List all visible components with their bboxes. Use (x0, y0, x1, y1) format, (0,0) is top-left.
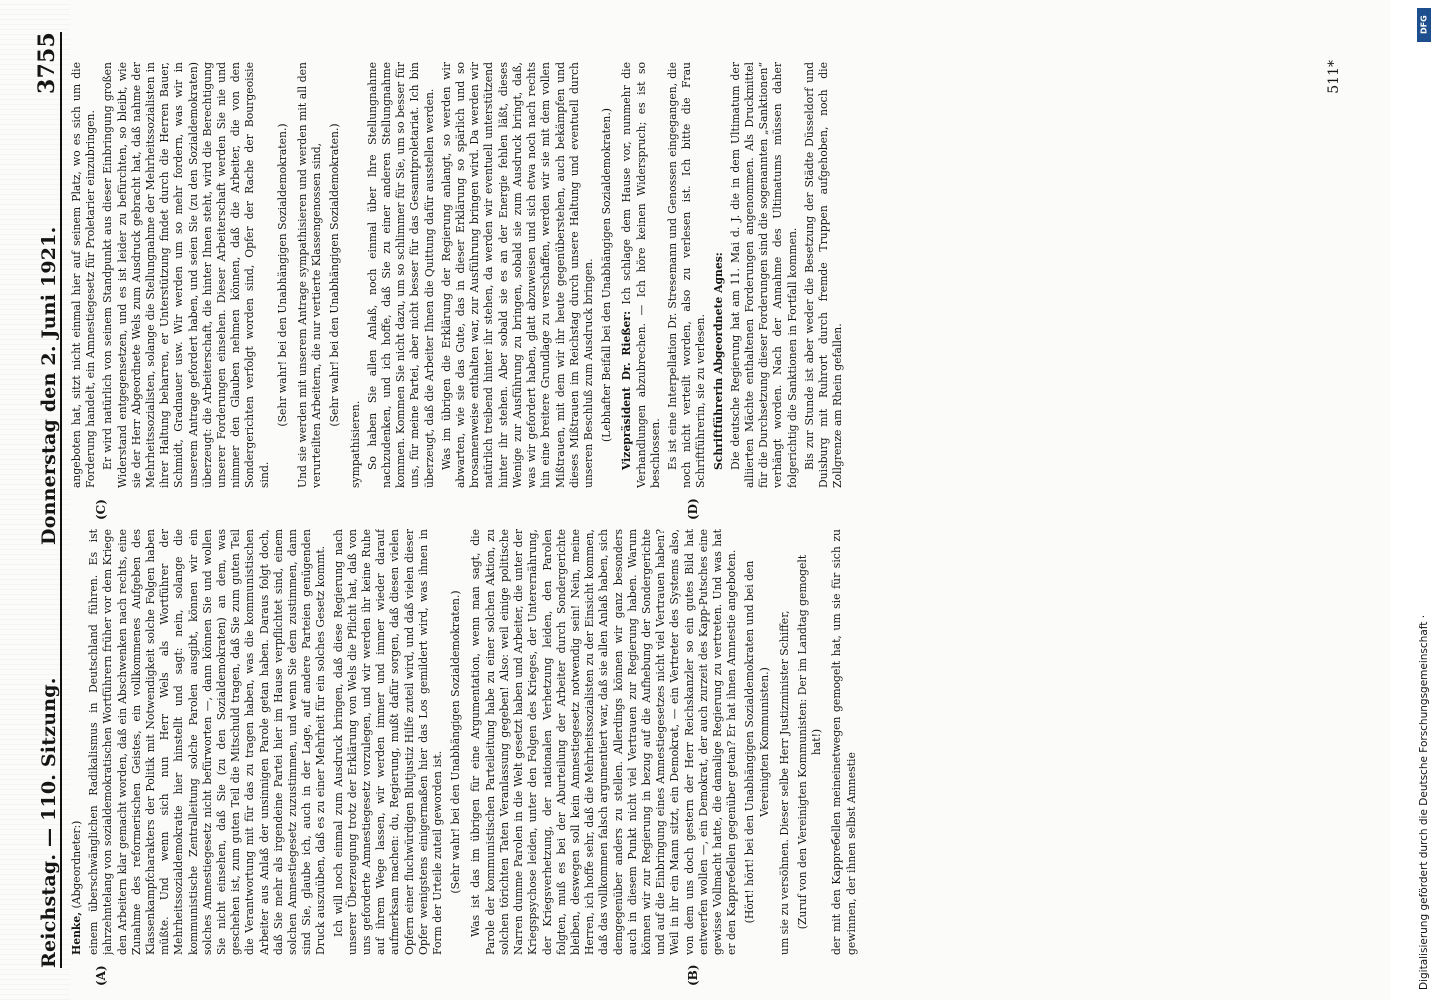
speaker-name: Vizepräsident Dr. Rießer: (620, 310, 634, 470)
left-column (70, 529, 1320, 955)
speaker-name: Schriftführerin Abgeordnete Agnes: (711, 252, 725, 470)
margin-letter-b: (B) (686, 964, 700, 986)
paragraph: Er wird natürlich von seinem Standpunkt aus dieser Einbringung großen Widerstand entgegensetzen, und es ist leider zu befürchten, so bleibt, wie sie der Herr Abgeordnete Wels zum Ausdruck gebracht hat, daß nahme der Mehrheitssozialisten, solange die Stellungnahme der Mehrheitssozialisten in ihrer Haltung beharren, er Unterstützung findet durch die Herren Bauer, Schmidt, Gradnauer usw. Wir werden um so mehr fordern, was wir in unserem Antrage gefordert haben, und seien Sie (zu den Sozialdemokraten) überzeugt: die Arbeiterschaft, die hinter Ihnen steht, wird die Berechtigung unserer Forderungen einsehen. Dieser Arbeiterschaft werden Sie nie und nimmer den Glauben nehmen können, daß die Arbeiter, die von den Sondergerichten verfolgt worden sind, Opfer der Rache der Bourgeoisie sind. (101, 62, 271, 488)
interjection: (Hört! hört! bei den Unabhängigen Sozialdemokraten und bei den Vereinigten Kommunisten.) (743, 560, 771, 924)
paragraph: Und sie werden mit unserem Antrage sympathisieren und werden mit all den verurteilten Arbeitern, die nur vertierte Klassengenossen sind, (296, 62, 324, 488)
dfg-note: Digitalisierung gefördert durch die Deutsche Forschungsgemeinschaft · (1418, 614, 1430, 990)
right-column (70, 62, 1320, 488)
paragraph: Was im übrigen die Erklärung der Regierung anlangt, so werden wir abwarten, wie sie das Gute, das in dieser Erklärung so spärlich und so brosamenweise enthalten war, zur Ausführung bringen wird. Da werden wir natürlich treibend hinter ihr stehen, da werden wir eventuell unterstützend hinter ihr stehen. Aber sobald sie es an der Energie fehlen läßt, dieses Wenige zur Ausführung zu bringen, sobald sie zum Ausdruck bringt, daß, was wir gefordert haben, glatt abzuweisen und sich etwa noch nach rechts hin eine breitere Grundlage zu verschaffen, werden wir sie mit dem vollen Mißtrauen, mit dem wir ihr heute gegenüberstehen, auch bekämpfen und dieses Mißtrauen im Reichstag durch unsere Haltung und eventuell durch unseren Beschluß zum Ausdruck bringen. (439, 62, 595, 488)
speaker-name: Henke, (70, 911, 83, 955)
dfg-logo: DFG (1417, 8, 1431, 42)
margin-letter-a: (A) (94, 965, 108, 986)
speaker-role: Abgeordneter: (70, 824, 83, 905)
speaker-text: Ich schlage dem Hause vor, nunmehr die Verhandlungen abzubrechen. — Ich höre keinen Widerspruch; es ist so beschlossen. (620, 62, 662, 488)
interjection: (Sehr wahr! bei den Unabhängigen Sozialdemokraten.) (449, 590, 463, 894)
speaker-line (712, 62, 726, 488)
paragraph: So haben Sie allen Anlaß, noch einmal über Ihre Stellungnahme nachzudenken, und ich hoffe, daß Sie zu einer anderen Stellungnahme kommen. Kommen Sie nicht dazu, um so schlimmer für Sie, um so besser für uns, für meine Partei, aber nicht besser für das Gesamtproletariat. Ich bin überzeugt, daß die Arbeiter Ihnen die Quittung dafür ausstellen werden. (365, 62, 436, 488)
paragraph: einem überschwänglichen Radikalismus in Deutschland führen. Es ist jahrzehntelang von sozialdemokratischen Wortführern früher vor dem Kriege den Arbeitern klar gemacht worden, daß ein Abschwenken nach rechts, eine Zunahme des reformerischen Geistes, ein vollkommenes Aufgeben des Klassenkampfcharakters der Politik mit Notwendigkeit solche Folgen haben müßte. Und wenn sich nun Herr Wels als Wortführer der Mehrheitssozialdemokratie hier hinstellt und sagt: nein, solange die kommunistische Zentralleitung solche Parolen ausgibt, können wir ein solches Amnestiegesetz nicht befürworten —, dann können Sie und wollen Sie nicht einsehen, daß Sie (zu den Sozialdemokraten) an dem, was geschehen ist, zum guten Teil die Mitschuld tragen, daß Sie zum guten Teil die Verantwortung mit für das zu tragen haben, was die kommunistischen Arbeiter aus Anlaß der unsinnigen Parole getan haben. Daraus folgt doch, daß Sie mehr als irgendeine Partei hier im Hause verpflichtet sind, einem solchen Amnestiegesetz zuzustimmen, und wenn Sie dem zustimmen, dann sind Sie, glaube ich, auch in der Lage, auf andere Parteien genügenden Druck auszuüben, daß es zu einer Mehrheit für ein solches Gesetz kommt. (87, 529, 328, 955)
paragraph: Bis zur Stunde ist aber weder die Besetzung der Städte Düsseldorf und Duisburg mit Ruhrort durch fremde Truppen aufgehoben, noch die Zollgrenze am Rhein gefallen. (802, 62, 845, 488)
paragraph: sympathisieren. (348, 400, 362, 488)
speaker-line: Henke, (Abgeordneter:) (70, 820, 83, 955)
page-reference: 511* (1326, 60, 1342, 94)
header-left: Reichstag. — 110. Sitzung. (38, 677, 60, 968)
margin-letter-c: (C) (94, 499, 108, 520)
paragraph: Was ist das im übrigen für eine Argumentation, wenn man sagt, die Parole der kommunistischen Parteileitung habe zu einer solchen Aktion, zu solchen törichten Taten Veranlassung gegeben! Also: weil einige politische Narren dumme Parolen in die Welt gesetzt haben und Arbeiter, die unter der Kriegspsychose leiden, unter den Folgen des Krieges, der Unterernährung, der Kriegsverhetzung, der nationalen Verhetzung leiden, den Parolen folgten, muß es bei der Aburteilung der Arbeiter durch Sondergerichte bleiben, deswegen soll kein Amnestiegesetz notwendig sein! Nein, meine Herren, ich hoffe sehr, daß die Mehrheitssozialisten zu der Einsicht kommen, daß das vollkommen falsch argumentiert war, daß sie allen Anlaß haben, sich demgegenüber anders zu stellen. Allerdings können wir ganz besonders auch in diesem Punkt nicht viel Vertrauen zur Regierung haben. Warum können wir zur Regierung in bezug auf die Aufhebung der Sondergerichte und auf die Einbringung eines Amnestiegesetzes nicht viel Vertrauen haben? Weil in ihr ein Mann sitzt, ein Demokrat, — ein Vertreter des Systems also, von dem uns doch gestern der Herr Reichskanzler so ein gutes Bild hat entwerfen wollen —, ein Demokrat, der auch zurzeit des Kapp-Putsches eine gewisse Vollmacht hatte, die damalige Regierung zu vertreten. Und was hat er den Kappreбellen gegenüber getan? Er hat ihnen Amnestie angeboten. (469, 529, 739, 955)
paragraph: Die deutsche Regierung hat am 11. Mai d. J. die in dem Ultimatum der alliierten Mächte enthaltenen Forderungen angenommen. Als Druckmittel für die Durchsetzung dieser Forderungen sind die sogenannten „Sanktionen“ verhängt worden. Nach der Annahme des Ultimatums müssen daher folgerichtig die Sanktionen in Fortfall kommen. (728, 62, 799, 488)
paragraph: um sie zu versöhnen. Dieser selbe Herr Justizminister Schiffer, (777, 610, 791, 955)
margin-letter-d: (D) (686, 498, 700, 520)
header-right: Donnerstag den 2. Juni 1921. (38, 226, 60, 545)
page-number: 3755 (34, 32, 60, 95)
paragraph: Ich will noch einmal zum Ausdruck bringen, daß diese Regierung nach unserer Überzeugung trotz der Erklärung von Wels die Pflicht hat, daß von uns geforderte Amnestiegesetz vorzulegen, und wir werden ihr keine Ruhe auf ihrem Wege lassen, wir werden immer und immer wieder darauf aufmerksam machen: du, Regierung, mußt dafür sorgen, daß diesen vielen Opfern einer fluchwürdigen Blutjustiz Hilfe zuteil wird, und daß vielen dieser Opfer wenigstens einigermaßen hier das Los gemildert wird, was ihnen in Form der Urteile zuteil geworden ist. (331, 529, 445, 955)
paragraph: angeboten hat, sitzt nicht einmal hier auf seinem Platz, wo es sich um die Forderung handelt, ein Amnestiegesetz für Proletarier einzubringen. (70, 62, 98, 488)
running-head (26, 32, 62, 968)
interjection: (Zuruf von den Vereinigten Kommunisten: Der im Landtag gemogelt hat!) (795, 554, 824, 930)
page-footer (1326, 0, 1342, 1000)
paragraph: Es ist eine Interpellation Dr. Stresemann und Genossen eingegangen, die noch nicht verteilt worden, also zu verlesen ist. Ich bitte die Frau Schriftführerin, sie zu verlesen. (665, 62, 708, 488)
interjection: (Lebhafter Beifall bei den Unabhängigen Sozialdemokraten.) (600, 107, 614, 443)
paragraph-vizepraesident (620, 62, 663, 488)
paragraph: der mit den Kappreбellen meineinetwegen gemogelt hat, um sie für sich zu gewinnen, der ihnen selbst Amnestie (830, 529, 858, 955)
interjection: (Sehr wahr! bei den Unabhängigen Sozialdemokraten.) (328, 123, 342, 427)
interjection: (Sehr wahr! bei den Unabhängigen Sozialdemokraten.) (275, 123, 289, 427)
